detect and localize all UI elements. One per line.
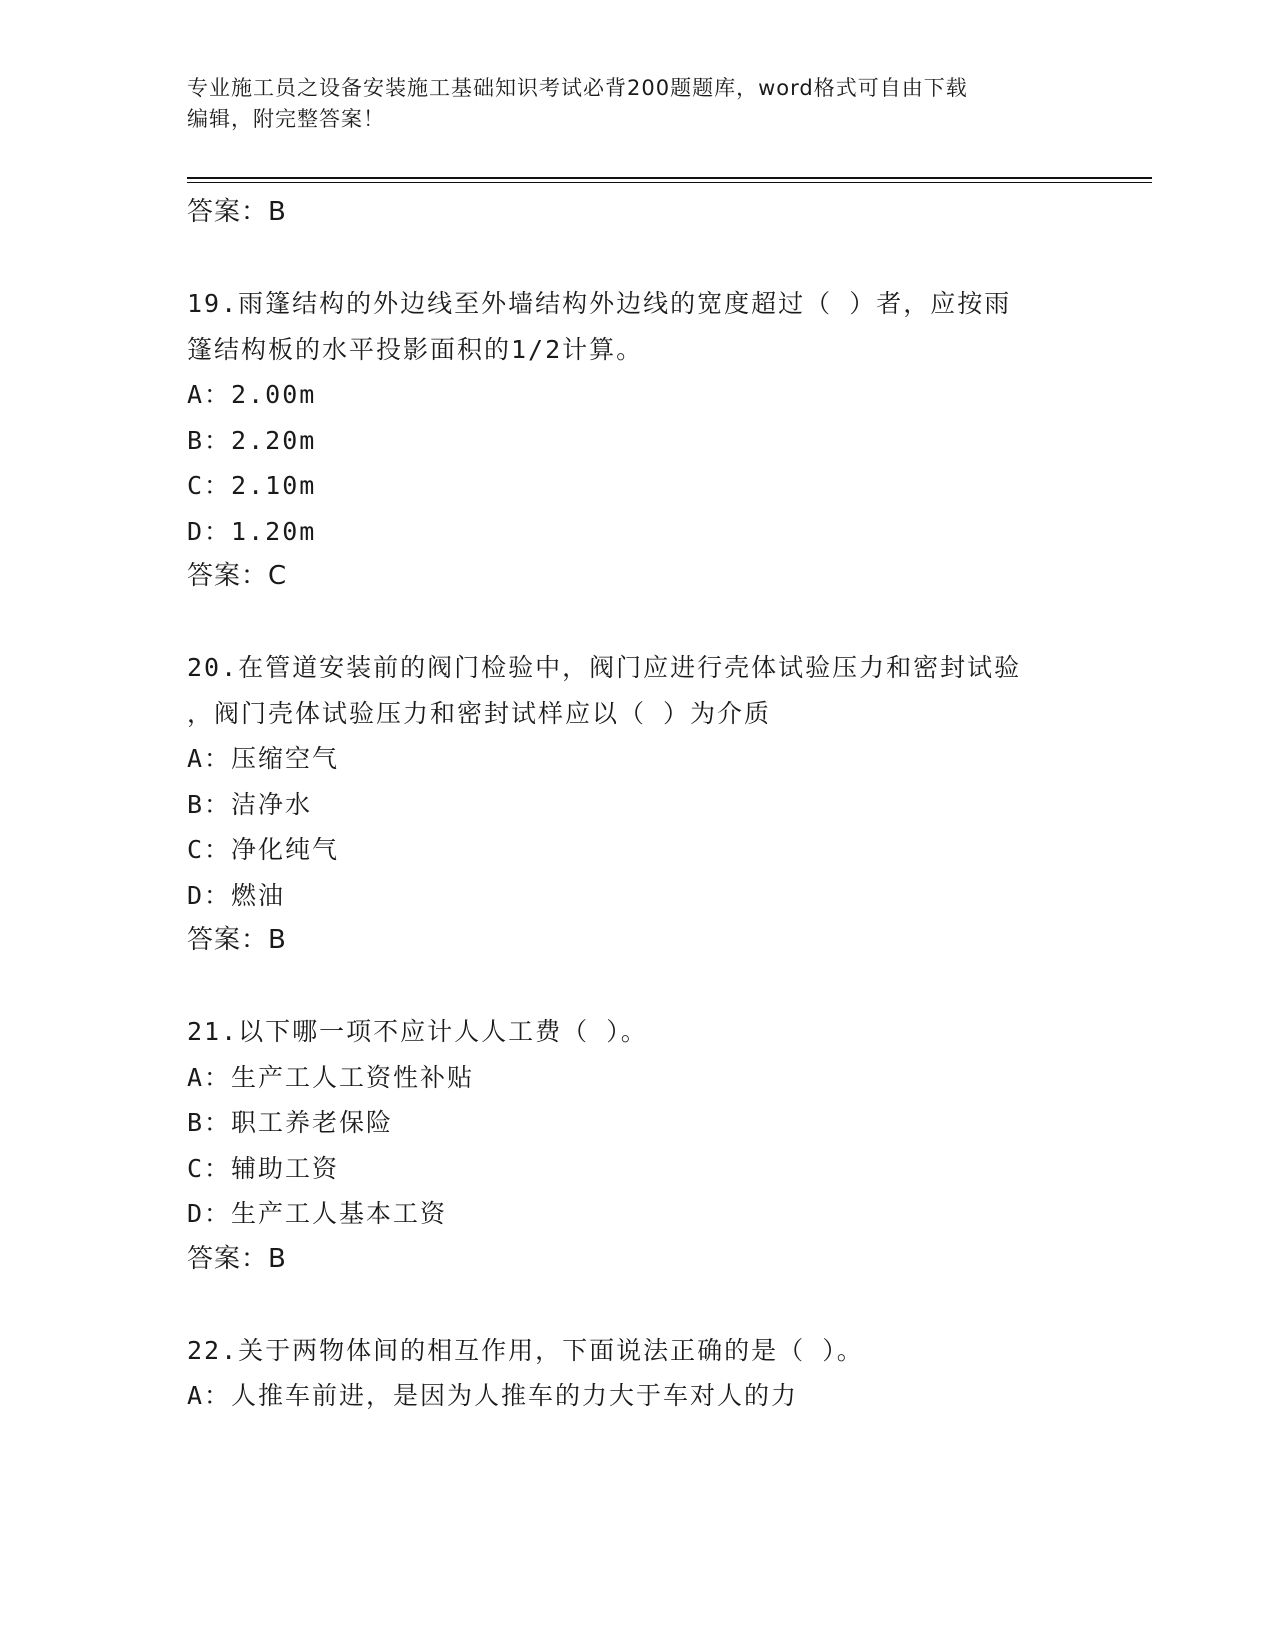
question-22-stem-1: 22.关于两物体间的相互作用，下面说法正确的是（ ）。 xyxy=(187,1335,864,1365)
option-c: C：2.10m xyxy=(187,471,317,500)
option-c: C：辅助工资 xyxy=(187,1153,340,1183)
question-19-stem-1: 19.雨篷结构的外边线至外墙结构外边线的宽度超过（ ）者，应按雨 xyxy=(187,289,1012,318)
answer-20: 答案：B xyxy=(187,925,287,955)
option-b: B：洁净水 xyxy=(187,789,313,819)
option-b: B：职工养老保险 xyxy=(187,1108,394,1137)
header-line-1: 专业施工员之设备安装施工基础知识考试必背200题题库，word格式可自由下载 xyxy=(187,76,968,100)
question-list xyxy=(187,190,1087,1419)
header-divider-thin xyxy=(187,182,1152,183)
answer-19: 答案：C xyxy=(187,561,288,591)
option-a: A：生产工人工资性补贴 xyxy=(187,1062,475,1092)
option-d: D：生产工人基本工资 xyxy=(187,1199,448,1228)
answer-21: 答案：B xyxy=(187,1243,287,1274)
question-21-stem-1: 21.以下哪一项不应计人人工费（ ）。 xyxy=(187,1017,648,1046)
spacer xyxy=(187,964,1087,1010)
spacer xyxy=(187,600,1087,646)
document-header xyxy=(187,73,1067,135)
answer-18: 答案：B xyxy=(187,197,287,227)
option-c: C：净化纯气 xyxy=(187,835,340,864)
question-20-stem-2: ，阀门壳体试验压力和密封试样应以（ ）为介质 xyxy=(187,698,772,728)
question-19 xyxy=(187,281,1087,600)
header-divider xyxy=(187,177,1152,179)
question-20-stem-1: 20.在管道安装前的阀门检验中，阀门应进行壳体试验压力和密封试验 xyxy=(187,653,1022,682)
option-a: A：2.00m xyxy=(187,380,317,409)
header-line-2: 编辑，附完整答案！ xyxy=(187,107,385,131)
question-21 xyxy=(187,1009,1087,1282)
option-a: A：人推车前进，是因为人推车的力大于车对人的力 xyxy=(187,1381,799,1410)
spacer xyxy=(187,1282,1087,1328)
spacer xyxy=(187,236,1087,282)
question-20 xyxy=(187,645,1087,964)
question-19-stem-2: 篷结构板的水平投影面积的1/2计算。 xyxy=(187,334,644,364)
option-a: A：压缩空气 xyxy=(187,744,340,773)
option-d: D：1.20m xyxy=(187,516,317,546)
option-d: D：燃油 xyxy=(187,880,286,910)
question-22 xyxy=(187,1328,1087,1419)
option-b: B：2.20m xyxy=(187,425,317,455)
